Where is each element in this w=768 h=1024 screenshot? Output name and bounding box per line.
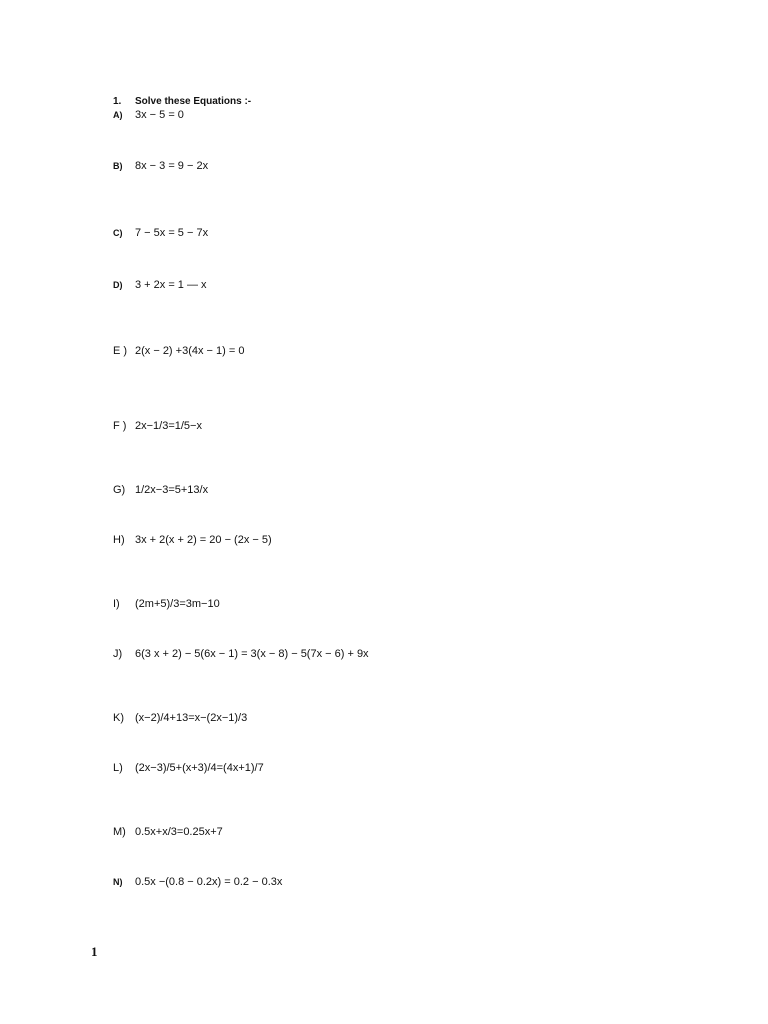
problem-equation: 2x−1/3=1/5−x: [135, 420, 202, 432]
problem-b: [113, 160, 208, 173]
problem-equation: 3 + 2x = 1 — x: [135, 279, 207, 291]
problem-a: [113, 109, 184, 122]
problem-label: M): [113, 826, 126, 838]
problem-equation: 0.5x −(0.8 − 0.2x) = 0.2 − 0.3x: [135, 876, 283, 888]
problem-equation: 3x − 5 = 0: [135, 109, 184, 121]
problem-d: [113, 279, 207, 292]
problem-label: N): [113, 877, 123, 887]
page-number: 1: [91, 944, 98, 959]
problem-c: [113, 227, 208, 240]
problem-label: J): [113, 648, 123, 660]
problem-label: K): [113, 712, 124, 724]
problem-equation: 1/2x−3=5+13/x: [135, 484, 209, 496]
question-number: 1.: [113, 96, 122, 107]
problem-equation: (2x−3)/5+(x+3)/4=(4x+1)/7: [135, 762, 264, 774]
problem-equation: 2(x − 2) +3(4x − 1) = 0: [135, 345, 245, 357]
problem-i: [113, 598, 220, 611]
problem-label: E ): [113, 345, 128, 357]
problem-equation: 7 − 5x = 5 − 7x: [135, 227, 209, 239]
problem-label: I): [113, 598, 120, 610]
problem-equation: 3x + 2(x + 2) = 20 − (2x − 5): [135, 534, 272, 546]
problem-label: H): [113, 534, 125, 546]
problem-j: [113, 648, 369, 661]
problem-f: [113, 420, 202, 433]
problem-label: L): [113, 762, 123, 774]
question-title: Solve these Equations :-: [135, 96, 252, 107]
problem-equation: 8x − 3 = 9 − 2x: [135, 160, 209, 172]
problem-m: [113, 826, 223, 839]
problem-e: [113, 345, 244, 358]
problem-h: [113, 534, 272, 547]
question-heading: [113, 96, 251, 107]
problem-equation: 0.5x+x/3=0.25x+7: [135, 826, 223, 838]
problem-label: F ): [113, 420, 127, 432]
problem-k: [113, 712, 247, 725]
problem-g: [113, 484, 208, 497]
problem-label: A): [113, 110, 123, 120]
problem-label: C): [113, 228, 123, 238]
problem-n: [113, 876, 282, 889]
problem-equation: (2m+5)/3=3m−10: [135, 598, 220, 610]
problem-label: D): [113, 280, 123, 290]
problem-equation: (x−2)/4+13=x−(2x−1)/3: [135, 712, 248, 724]
problem-equation: 6(3 x + 2) − 5(6x − 1) = 3(x − 8) − 5(7x − 6) + 9x: [135, 648, 369, 660]
problem-l: [113, 762, 264, 775]
problem-label: G): [113, 484, 126, 496]
problem-label: B): [113, 161, 123, 171]
